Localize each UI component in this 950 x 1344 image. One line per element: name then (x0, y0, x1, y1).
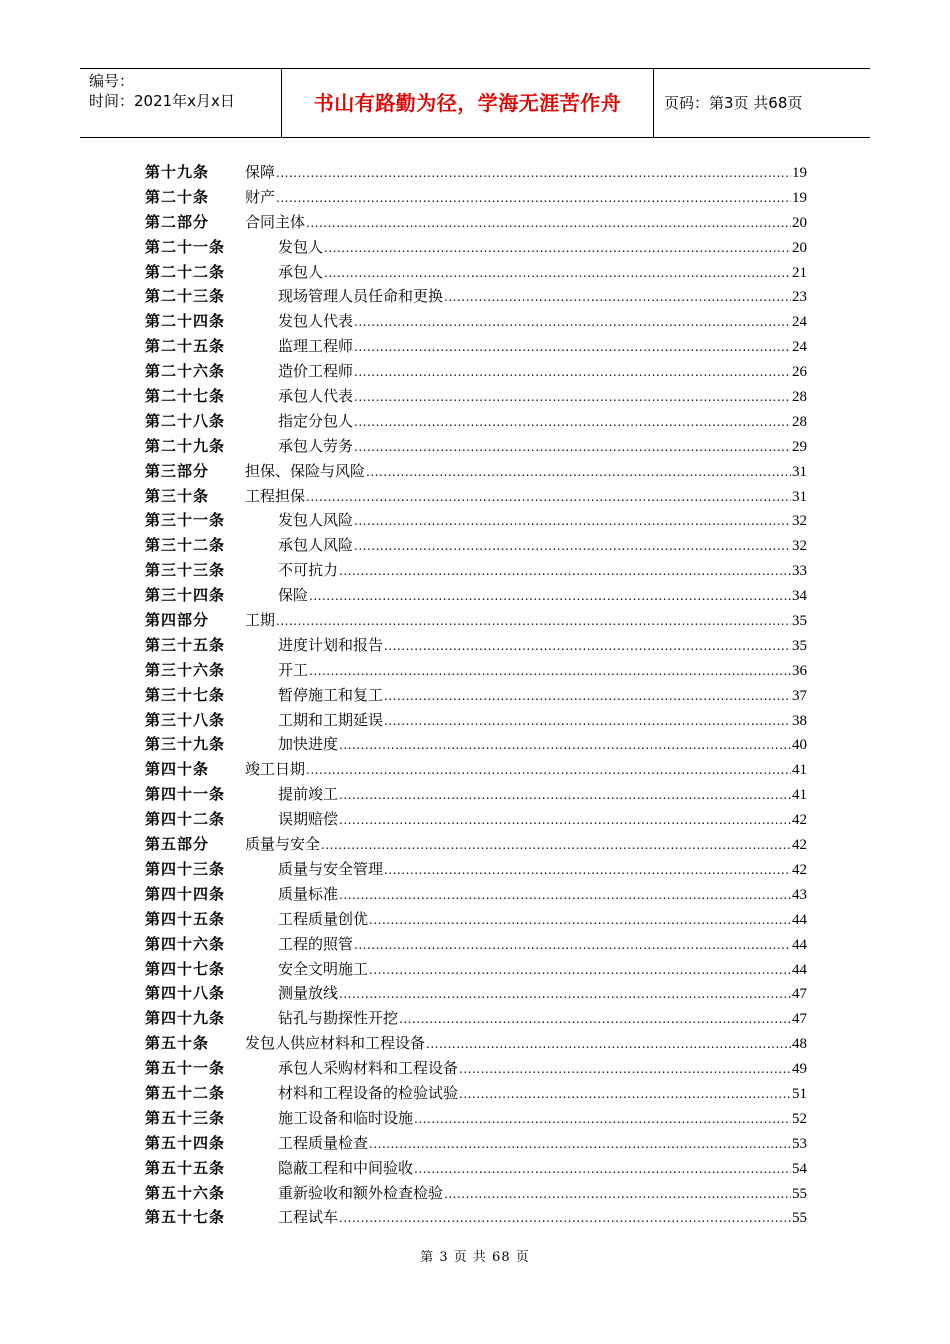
toc-entry[interactable] (145, 1081, 807, 1106)
toc-entry-page: 41 (792, 762, 807, 779)
toc-entry[interactable] (145, 757, 807, 782)
toc-entry-line (278, 882, 807, 908)
toc-entry-line (278, 508, 807, 534)
toc-entry-page: 43 (792, 886, 807, 903)
toc-entry-line (278, 957, 807, 983)
toc-entry-page: 55 (792, 1185, 807, 1202)
toc-entry[interactable] (145, 782, 807, 807)
toc-entry-page: 19 (792, 165, 807, 181)
toc-entry-line (245, 484, 807, 510)
toc-entry-number: 第二十六条 (145, 362, 226, 381)
toc-entry[interactable] (145, 857, 807, 882)
toc-entry-number: 第三十三条 (145, 561, 226, 580)
toc-dot-leader (309, 659, 791, 684)
toc-entry-number: 第四十二条 (145, 810, 226, 829)
toc-dot-leader (369, 958, 791, 983)
toc-entry-number: 第五十三条 (145, 1108, 226, 1127)
toc-entry-page: 38 (792, 712, 807, 729)
toc-entry-number: 第二十七条 (145, 387, 226, 406)
toc-dot-leader (324, 236, 791, 261)
toc-entry[interactable] (145, 981, 807, 1006)
toc-entry-title: 误期赔偿 (278, 807, 339, 832)
toc-entry-line (278, 1131, 807, 1157)
toc-entry-line (278, 1156, 807, 1182)
toc-entry-number: 第三十二条 (145, 536, 226, 555)
toc-entry-title: 测量放线 (278, 981, 339, 1006)
toc-entry[interactable] (145, 608, 807, 633)
toc-dot-leader (339, 559, 791, 584)
toc-entry-page: 26 (792, 364, 807, 381)
toc-entry-title: 质量标准 (278, 882, 339, 907)
toc-entry-title: 工期和工期延误 (278, 708, 384, 733)
toc-entry-page: 37 (792, 687, 807, 704)
toc-entry-page: 52 (792, 1110, 807, 1127)
toc-entry-title: 暂停施工和复工 (278, 683, 384, 708)
toc-entry-page: 34 (792, 588, 807, 605)
toc-entry-title: 质量与安全 (245, 832, 321, 857)
toc-entry-line (278, 807, 807, 833)
toc-dot-leader (324, 261, 791, 286)
toc-entry[interactable] (145, 1031, 807, 1056)
toc-entry-page: 41 (792, 787, 807, 804)
toc-entry-page: 28 (792, 389, 807, 406)
toc-entry-number: 第四十五条 (145, 909, 226, 928)
toc-entry[interactable] (145, 359, 807, 384)
toc-entry[interactable] (145, 260, 807, 285)
toc-entry-line (278, 932, 807, 958)
toc-entry-number: 第三十七条 (145, 685, 226, 704)
toc-entry-line (278, 708, 807, 734)
toc-entry-number: 第二十一条 (145, 237, 226, 256)
toc-entry[interactable] (145, 334, 807, 359)
toc-entry-title: 工期 (245, 608, 276, 633)
toc-entry-title: 隐蔽工程和中间验收 (278, 1156, 414, 1181)
toc-entry-line (278, 782, 807, 808)
toc-entry-title: 发包人供应材料和工程设备 (245, 1031, 426, 1056)
toc-dot-leader (354, 310, 791, 335)
toc-dot-leader (444, 1182, 791, 1207)
toc-entry[interactable] (145, 309, 807, 334)
toc-entry-number: 第四部分 (145, 611, 210, 630)
toc-dot-leader (459, 1057, 791, 1082)
toc-entry-page: 32 (792, 513, 807, 530)
toc-entry[interactable] (145, 683, 807, 708)
toc-entry-page: 53 (792, 1135, 807, 1152)
toc-entry[interactable] (145, 957, 807, 982)
toc-dot-leader (339, 883, 791, 908)
toc-entry[interactable] (145, 1205, 807, 1230)
toc-dot-leader (354, 933, 791, 958)
toc-dot-leader (354, 509, 791, 534)
toc-entry[interactable] (145, 932, 807, 957)
toc-entry-number: 第三十八条 (145, 710, 226, 729)
toc-entry-number: 第二十五条 (145, 337, 226, 356)
toc-entry-title: 担保、保险与风险 (245, 459, 366, 484)
toc-entry-line (245, 210, 807, 236)
toc-dot-leader (354, 410, 791, 435)
toc-entry-page: 40 (792, 737, 807, 754)
toc-entry-title: 现场管理人员任命和更换 (278, 284, 444, 309)
toc-entry-page: 20 (792, 214, 807, 231)
toc-entry-title: 财产 (245, 185, 276, 210)
toc-entry[interactable] (145, 583, 807, 608)
toc-entry-line (245, 1031, 807, 1057)
toc-entry[interactable] (145, 633, 807, 658)
toc-entry-line (278, 533, 807, 559)
toc-entry-page: 35 (792, 637, 807, 654)
document-number-label: 编号： (89, 72, 135, 90)
toc-dot-leader (321, 833, 791, 858)
toc-entry-title: 提前竣工 (278, 782, 339, 807)
toc-entry-number: 第五十六条 (145, 1183, 226, 1202)
toc-dot-leader (306, 758, 791, 783)
toc-dot-leader (369, 908, 791, 933)
toc-entry-number: 第五十一条 (145, 1059, 226, 1078)
toc-entry-line (278, 907, 807, 933)
toc-entry-page: 44 (792, 936, 807, 953)
toc-dot-leader (354, 360, 791, 385)
toc-entry-page: 49 (792, 1061, 807, 1078)
toc-entry-number: 第五十条 (145, 1034, 210, 1053)
toc-entry-line (245, 459, 807, 485)
toc-entry-page: 36 (792, 662, 807, 679)
toc-dot-leader (276, 161, 791, 186)
toc-dot-leader (384, 709, 791, 734)
toc-entry-page: 21 (792, 264, 807, 281)
toc-entry-number: 第四十八条 (145, 984, 226, 1003)
toc-entry-page: 55 (792, 1210, 807, 1227)
toc-dot-leader (414, 1157, 791, 1182)
toc-entry-number: 第三十条 (145, 486, 210, 505)
header-motto-cell (282, 69, 654, 137)
toc-entry-title: 加快进度 (278, 732, 339, 757)
toc-dot-leader (354, 335, 791, 360)
toc-entry-line (245, 832, 807, 858)
toc-entry-line (278, 732, 807, 758)
toc-dot-leader (306, 211, 791, 236)
toc-entry-page: 44 (792, 911, 807, 928)
toc-dot-leader (426, 1032, 791, 1057)
toc-entry-number: 第十九条 (145, 163, 210, 181)
toc-entry-title: 保障 (245, 160, 276, 185)
toc-entry-line (278, 1081, 807, 1107)
toc-entry-title: 发包人 (278, 235, 324, 260)
toc-entry-title: 材料和工程设备的检验试验 (278, 1081, 459, 1106)
toc-entry[interactable] (145, 832, 807, 857)
toc-entry-line (278, 334, 807, 360)
toc-entry-page: 47 (792, 986, 807, 1003)
toc-entry-page: 42 (792, 812, 807, 829)
toc-entry-line (278, 434, 807, 460)
toc-entry-title: 进度计划和报告 (278, 633, 384, 658)
toc-entry-line (278, 260, 807, 286)
toc-entry[interactable] (145, 235, 807, 260)
toc-dot-leader (414, 1107, 791, 1132)
toc-entry-number: 第二十三条 (145, 287, 226, 306)
toc-entry-number: 第二十四条 (145, 312, 226, 331)
toc-entry-page: 33 (792, 563, 807, 580)
toc-entry-number: 第二十条 (145, 187, 210, 206)
toc-entry-number: 第二十二条 (145, 262, 226, 281)
toc-entry-number: 第二十八条 (145, 411, 226, 430)
toc-entry-page: 31 (792, 463, 807, 480)
toc-entry-page: 35 (792, 613, 807, 630)
toc-entry[interactable] (145, 882, 807, 907)
toc-entry[interactable] (145, 160, 807, 185)
toc-dot-leader (354, 534, 791, 559)
toc-entry-title: 安全文明施工 (278, 957, 369, 982)
toc-entry-page: 20 (792, 239, 807, 256)
toc-dot-leader (339, 808, 791, 833)
toc-entry[interactable] (145, 1181, 807, 1206)
toc-entry-page: 44 (792, 961, 807, 978)
toc-dot-leader (384, 684, 791, 709)
toc-entry-line (278, 409, 807, 435)
toc-entry-number: 第二十九条 (145, 436, 226, 455)
toc-entry[interactable] (145, 484, 807, 509)
toc-entry-title: 工程质量创优 (278, 907, 369, 932)
toc-entry-line (278, 857, 807, 883)
toc-entry-title: 竣工日期 (245, 757, 306, 782)
toc-entry[interactable] (145, 459, 807, 484)
toc-entry[interactable] (145, 384, 807, 409)
toc-entry-page: 51 (792, 1085, 807, 1102)
toc-entry-title: 不可抗力 (278, 558, 339, 583)
toc-dot-leader (339, 1206, 791, 1231)
toc-entry-number: 第五十七条 (145, 1208, 226, 1227)
toc-entry[interactable] (145, 409, 807, 434)
toc-dot-leader (309, 584, 791, 609)
table-of-contents (145, 160, 807, 1230)
toc-entry[interactable] (145, 508, 807, 533)
toc-entry[interactable] (145, 658, 807, 683)
toc-dot-leader (276, 186, 791, 211)
toc-entry-title: 承包人 (278, 260, 324, 285)
toc-entry[interactable] (145, 434, 807, 459)
toc-entry-line (278, 683, 807, 709)
toc-entry-title: 工程试车 (278, 1205, 339, 1230)
toc-entry-title: 钻孔与勘探性开挖 (278, 1006, 399, 1031)
toc-dot-leader (339, 783, 791, 808)
toc-dot-leader (276, 609, 791, 634)
toc-entry-line (278, 284, 807, 310)
toc-dot-leader (369, 1132, 791, 1157)
toc-entry-number: 第三十四条 (145, 586, 226, 605)
toc-entry-number: 第四十九条 (145, 1009, 226, 1028)
header-page-info: 页码：第3页 共68页 (664, 94, 803, 112)
toc-entry-title: 工程的照管 (278, 932, 354, 957)
page-header (80, 68, 870, 138)
toc-entry-line (278, 235, 807, 261)
toc-entry-title: 承包人采购材料和工程设备 (278, 1056, 459, 1081)
toc-dot-leader (366, 460, 791, 485)
toc-entry[interactable] (145, 708, 807, 733)
toc-entry-line (278, 658, 807, 684)
toc-dot-leader (384, 634, 791, 659)
toc-entry[interactable] (145, 1131, 807, 1156)
toc-entry-line (278, 1205, 807, 1231)
toc-entry[interactable] (145, 1006, 807, 1031)
toc-entry[interactable] (145, 185, 807, 210)
document-time-label: 时间：2021年x月x日 (89, 92, 235, 110)
toc-entry[interactable] (145, 1106, 807, 1131)
toc-entry-title: 施工设备和临时设施 (278, 1106, 414, 1131)
toc-entry-title: 承包人劳务 (278, 434, 354, 459)
toc-entry-number: 第三部分 (145, 461, 210, 480)
toc-entry-title: 开工 (278, 658, 309, 683)
toc-entry-number: 第四十七条 (145, 959, 226, 978)
toc-entry-line (245, 608, 807, 634)
toc-entry-page: 23 (792, 289, 807, 306)
toc-entry-number: 第五部分 (145, 835, 210, 854)
toc-entry[interactable] (145, 732, 807, 757)
toc-entry-number: 第五十五条 (145, 1158, 226, 1177)
toc-entry-title: 工程担保 (245, 484, 306, 509)
toc-entry-page: 47 (792, 1011, 807, 1028)
toc-entry-page: 24 (792, 314, 807, 331)
toc-entry-title: 质量与安全管理 (278, 857, 384, 882)
toc-entry-title: 指定分包人 (278, 409, 354, 434)
toc-entry-number: 第四十六条 (145, 934, 226, 953)
toc-entry-number: 第三十一条 (145, 511, 226, 530)
toc-entry-line (278, 558, 807, 584)
toc-entry-line (278, 384, 807, 410)
toc-entry-page: 42 (792, 837, 807, 854)
header-motto: 书山有路勤为径，学海无涯苦作舟 (313, 91, 622, 115)
toc-dot-leader (444, 285, 791, 310)
toc-entry-page: 54 (792, 1160, 807, 1177)
toc-entry-number: 第五十二条 (145, 1083, 226, 1102)
toc-entry-line (278, 583, 807, 609)
toc-entry-number: 第四十三条 (145, 859, 226, 878)
toc-entry-title: 发包人风险 (278, 508, 354, 533)
toc-entry-number: 第四十一条 (145, 785, 226, 804)
toc-entry-line (278, 1181, 807, 1207)
toc-entry-number: 第二部分 (145, 212, 210, 231)
toc-entry-number: 第五十四条 (145, 1133, 226, 1152)
toc-entry-title: 承包人代表 (278, 384, 354, 409)
toc-entry[interactable] (145, 1156, 807, 1181)
toc-entry[interactable] (145, 907, 807, 932)
toc-entry-title: 重新验收和额外检查检验 (278, 1181, 444, 1206)
toc-entry-page: 42 (792, 861, 807, 878)
toc-entry-line (278, 1106, 807, 1132)
toc-dot-leader (354, 435, 791, 460)
toc-entry-line (278, 359, 807, 385)
toc-entry-line (245, 160, 807, 186)
page-footer: 第 3 页 共 68 页 (420, 1250, 530, 1265)
toc-entry-number: 第三十六条 (145, 660, 226, 679)
toc-entry[interactable] (145, 807, 807, 832)
toc-entry-page: 48 (792, 1036, 807, 1053)
toc-entry-title: 造价工程师 (278, 359, 354, 384)
toc-entry[interactable] (145, 210, 807, 235)
toc-entry-number: 第三十九条 (145, 735, 226, 754)
toc-dot-leader (459, 1082, 791, 1107)
toc-dot-leader (339, 733, 791, 758)
toc-entry-page: 24 (792, 339, 807, 356)
toc-entry-number: 第四十条 (145, 760, 210, 779)
toc-dot-leader (306, 485, 791, 510)
toc-entry-page: 29 (792, 438, 807, 455)
toc-entry-page: 31 (792, 488, 807, 505)
toc-entry-title: 承包人风险 (278, 533, 354, 558)
toc-entry-line (245, 185, 807, 211)
toc-entry-page: 32 (792, 538, 807, 555)
toc-entry-page: 19 (792, 189, 807, 206)
toc-entry-title: 发包人代表 (278, 309, 354, 334)
toc-entry[interactable] (145, 1056, 807, 1081)
toc-entry-number: 第三十五条 (145, 635, 226, 654)
toc-entry-title: 监理工程师 (278, 334, 354, 359)
toc-entry[interactable] (145, 284, 807, 309)
toc-dot-leader (354, 385, 791, 410)
toc-entry-line (278, 981, 807, 1007)
toc-entry-line (278, 1056, 807, 1082)
toc-entry-line (278, 309, 807, 335)
toc-entry-page: 28 (792, 413, 807, 430)
toc-entry-line (278, 633, 807, 659)
toc-entry[interactable] (145, 533, 807, 558)
toc-dot-leader (399, 1007, 791, 1032)
toc-entry-number: 第四十四条 (145, 884, 226, 903)
toc-dot-leader (384, 858, 791, 883)
toc-entry-title: 工程质量检查 (278, 1131, 369, 1156)
toc-entry[interactable] (145, 558, 807, 583)
toc-entry-line (245, 757, 807, 783)
header-meta (80, 69, 282, 137)
toc-entry-line (278, 1006, 807, 1032)
toc-entry-title: 保险 (278, 583, 309, 608)
toc-dot-leader (339, 982, 791, 1007)
toc-entry-title: 合同主体 (245, 210, 306, 235)
